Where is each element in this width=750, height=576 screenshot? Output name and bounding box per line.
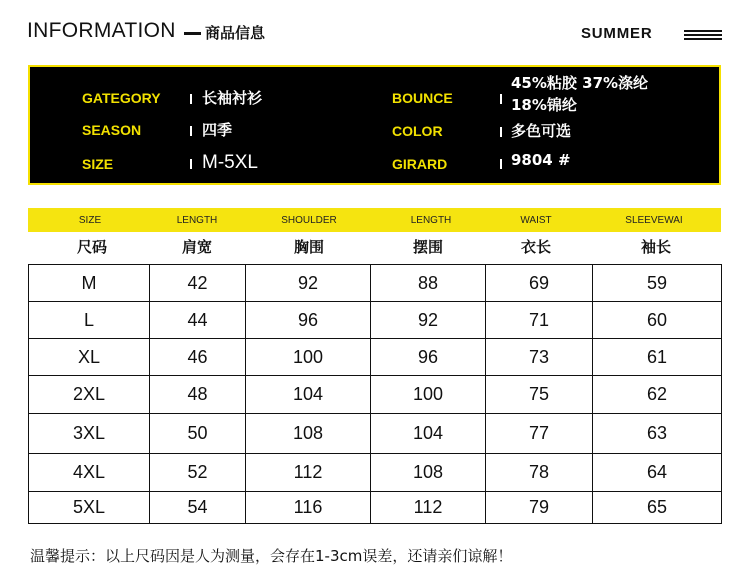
size-cell: M <box>29 265 150 302</box>
table-cell: 96 <box>246 302 371 339</box>
size-table <box>28 264 722 524</box>
table-cell: 62 <box>593 376 722 414</box>
header-en-length: LENGTH <box>176 215 218 226</box>
table-cell: 69 <box>486 265 593 302</box>
header-en-waist: WAIST <box>520 215 552 226</box>
header-en-sleeve: SLEEVEWAI <box>625 215 683 226</box>
size-cell: 2XL <box>29 376 150 414</box>
header-cn-chest: 胸围 <box>293 238 325 256</box>
girard-label: GIRARD <box>392 156 448 172</box>
header-en-length-2: LENGTH <box>410 215 452 226</box>
table-cell: 92 <box>246 265 371 302</box>
table-cell: 116 <box>246 492 371 524</box>
table-cell: 100 <box>371 376 486 414</box>
title-dash-divider <box>184 32 201 35</box>
size-label: SIZE <box>82 156 114 172</box>
table-cell: 108 <box>246 414 371 454</box>
size-cell: XL <box>29 339 150 376</box>
table-cell: 73 <box>486 339 593 376</box>
bounce-value-line1: 45%粘胶 37%涤纶 <box>511 74 649 92</box>
table-row <box>29 376 722 414</box>
title-chinese: 商品信息 <box>205 24 266 42</box>
size-cell: 5XL <box>29 492 150 524</box>
header-cn-hem: 摆围 <box>412 238 444 256</box>
size-cell: 4XL <box>29 454 150 492</box>
header-cn-size: 尺码 <box>76 238 108 256</box>
separator <box>190 94 192 104</box>
season-value: 四季 <box>202 121 233 139</box>
color-value: 多色可选 <box>511 122 572 140</box>
bounce-label: BOUNCE <box>392 90 453 106</box>
table-cell: 61 <box>593 339 722 376</box>
table-cell: 78 <box>486 454 593 492</box>
bounce-value-line2: 18%锦纶 <box>511 96 577 114</box>
table-cell: 112 <box>246 454 371 492</box>
table-cell: 64 <box>593 454 722 492</box>
table-cell: 104 <box>246 376 371 414</box>
footer-note: 温馨提示：以上尺码因是人为测量，会存在1-3cm误差，还请亲们谅解！ <box>30 547 513 565</box>
header-en-shoulder: SHOULDER <box>281 215 337 226</box>
size-chart-header-strip <box>28 208 721 232</box>
table-cell: 104 <box>371 414 486 454</box>
table-cell: 44 <box>150 302 246 339</box>
table-cell: 96 <box>371 339 486 376</box>
table-cell: 71 <box>486 302 593 339</box>
separator <box>500 94 502 104</box>
season-heading: SUMMER <box>581 25 653 42</box>
title-english: INFORMATION <box>27 19 176 42</box>
header-cn-length: 衣长 <box>520 238 552 256</box>
menu-lines-icon <box>684 30 722 42</box>
header-cn-sleeve: 袖长 <box>640 238 672 256</box>
page-header <box>0 0 750 60</box>
table-cell: 75 <box>486 376 593 414</box>
table-cell: 112 <box>371 492 486 524</box>
size-cell: L <box>29 302 150 339</box>
category-value: 长袖衬衫 <box>202 89 263 107</box>
separator <box>500 159 502 169</box>
size-cell: 3XL <box>29 414 150 454</box>
table-cell: 59 <box>593 265 722 302</box>
table-row <box>29 492 722 524</box>
table-cell: 77 <box>486 414 593 454</box>
category-label: GATEGORY <box>82 90 161 106</box>
season-label: SEASON <box>82 122 142 138</box>
table-cell: 50 <box>150 414 246 454</box>
table-cell: 48 <box>150 376 246 414</box>
table-cell: 60 <box>593 302 722 339</box>
product-info-panel <box>28 65 721 185</box>
girard-value: 9804 # <box>511 151 571 169</box>
header-cn-shoulder: 肩宽 <box>181 238 213 256</box>
table-cell: 108 <box>371 454 486 492</box>
table-row <box>29 302 722 339</box>
separator <box>190 159 192 169</box>
table-cell: 42 <box>150 265 246 302</box>
table-cell: 79 <box>486 492 593 524</box>
table-row <box>29 454 722 492</box>
header-en-size: SIZE <box>78 215 102 226</box>
table-row <box>29 414 722 454</box>
table-cell: 54 <box>150 492 246 524</box>
table-cell: 52 <box>150 454 246 492</box>
table-cell: 100 <box>246 339 371 376</box>
table-cell: 92 <box>371 302 486 339</box>
table-cell: 46 <box>150 339 246 376</box>
separator <box>500 127 502 137</box>
table-cell: 88 <box>371 265 486 302</box>
table-cell: 63 <box>593 414 722 454</box>
table-cell: 65 <box>593 492 722 524</box>
color-label: COLOR <box>392 123 443 139</box>
separator <box>190 126 192 136</box>
size-value: M-5XL <box>202 152 258 173</box>
table-row <box>29 265 722 302</box>
table-row <box>29 339 722 376</box>
